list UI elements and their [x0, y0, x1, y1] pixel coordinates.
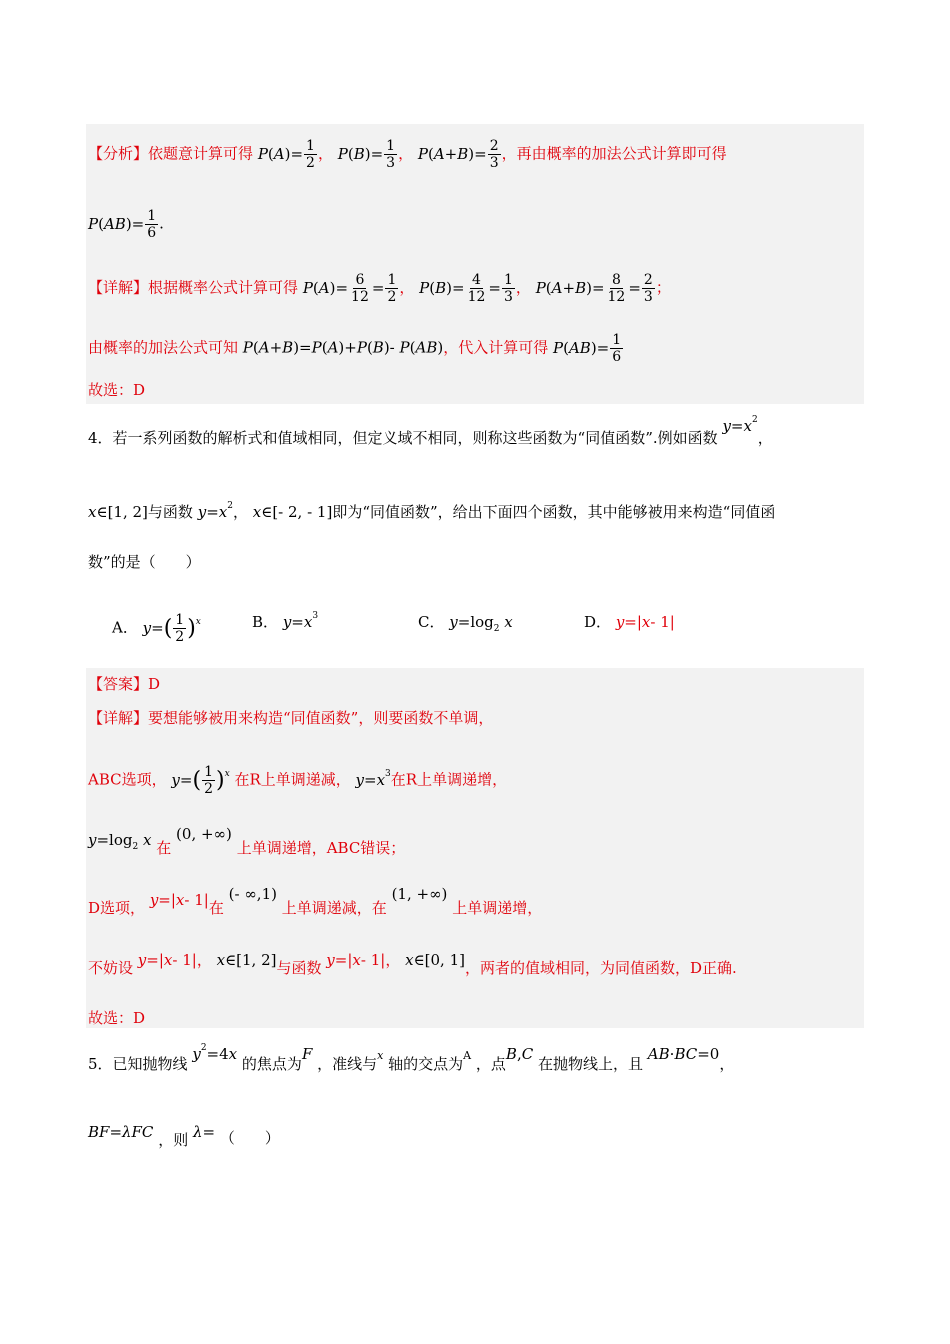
detail-line-2: 由概率的加法公式可知 P(A+B)=P(A)+P(B)- P(AB)，代入计算可得 P(AB)= $\frac{1}{6}$ — [88, 332, 622, 365]
q4-option-b[interactable]: B． $y=x^3$ — [252, 611, 319, 631]
q4-option-c[interactable]: C． $y=\log_2$ x — [418, 613, 513, 634]
q4-stem-line-2: x∈[1, 2]与函数 $y=x^2$， x∈[- 2, - 1]即为“同值函数”，给出下面四个函数，其中能够被用来构造“同值函 — [88, 501, 776, 521]
q4-option-a[interactable]: A． y=( $\frac{1}{2}$ )$^x$ — [112, 612, 201, 645]
q4-stem-line-3: 数”的是（ ） — [88, 553, 201, 571]
q4-detail-line-3: $y=\log_2$ x 在 (0, +∞) 上单调递增，ABC错误； — [88, 825, 406, 857]
q4-detail-line-2: ABC选项， y=( $\frac{1}{2}$ )$^x$ 在R上单调递减， $y=x^3$在R上单调递增， — [88, 764, 508, 797]
choice-line-q4: 故选：D — [88, 1009, 146, 1027]
choice-line-q3: 故选：D — [88, 381, 146, 399]
detail-line-1: 【详解】根据概率公式计算可得 P(A)= $\frac{6}{12}$ = $\frac{1}{2}$ ， P(B)= $\frac{4}{12}$ = $\frac{1}{3}$ ， P(A+B)= $\frac{8}{12}$ = $\frac{2}{3}$ ； — [88, 272, 671, 305]
analysis-tag: 【分析】 — [88, 144, 149, 163]
analysis-line: 【分析】依题意计算可得 P(A)= $\frac{1}{2}$ ， P(B)= $\frac{1}{3}$ ， P(A+B)= $\frac{2}{3}$ ，再由概率的加法公式计算即可得 — [88, 138, 727, 171]
q4-stem-line-1: 4．若一系列函数的解析式和值域相同，但定义域不相同，则称这些函数为“同值函数”.例如函数 $y=x^2$， — [88, 415, 773, 447]
q4-answer-line: 【答案】D — [88, 675, 161, 693]
answer-tag: 【答案】 — [88, 675, 149, 693]
q5-stem-line-2: BF=λFC ，则 λ= （ ） — [88, 1123, 280, 1149]
q4-detail-line-4: D选项， y=|x- 1|在 (- ∞,1) 上单调递减，在 (1, +∞) 上单调递增， — [88, 885, 543, 917]
analysis-result-line: P(AB)= $\frac{1}{6}$ . — [88, 208, 164, 241]
q5-stem-line-1: 5．已知抛物线 $y^2=4x$ 的焦点为F ，准线与$^x$ 轴的交点为$^A$ ，点B,C 在抛物线上，且 AB·BC=0， — [88, 1043, 735, 1073]
q4-detail-line-1: 【详解】要想能够被用来构造“同值函数”，则要函数不单调， — [88, 709, 494, 727]
q4-detail-line-5: 不妨设 y=|x- 1|， x∈[1, 2]与函数 y=|x- 1|， x∈[0, 1]，两者的值域相同，为同值函数，D正确. — [88, 951, 737, 977]
detail-tag: 【详解】 — [88, 278, 149, 297]
q4-option-d[interactable]: D． y=|x- 1| — [584, 613, 675, 631]
